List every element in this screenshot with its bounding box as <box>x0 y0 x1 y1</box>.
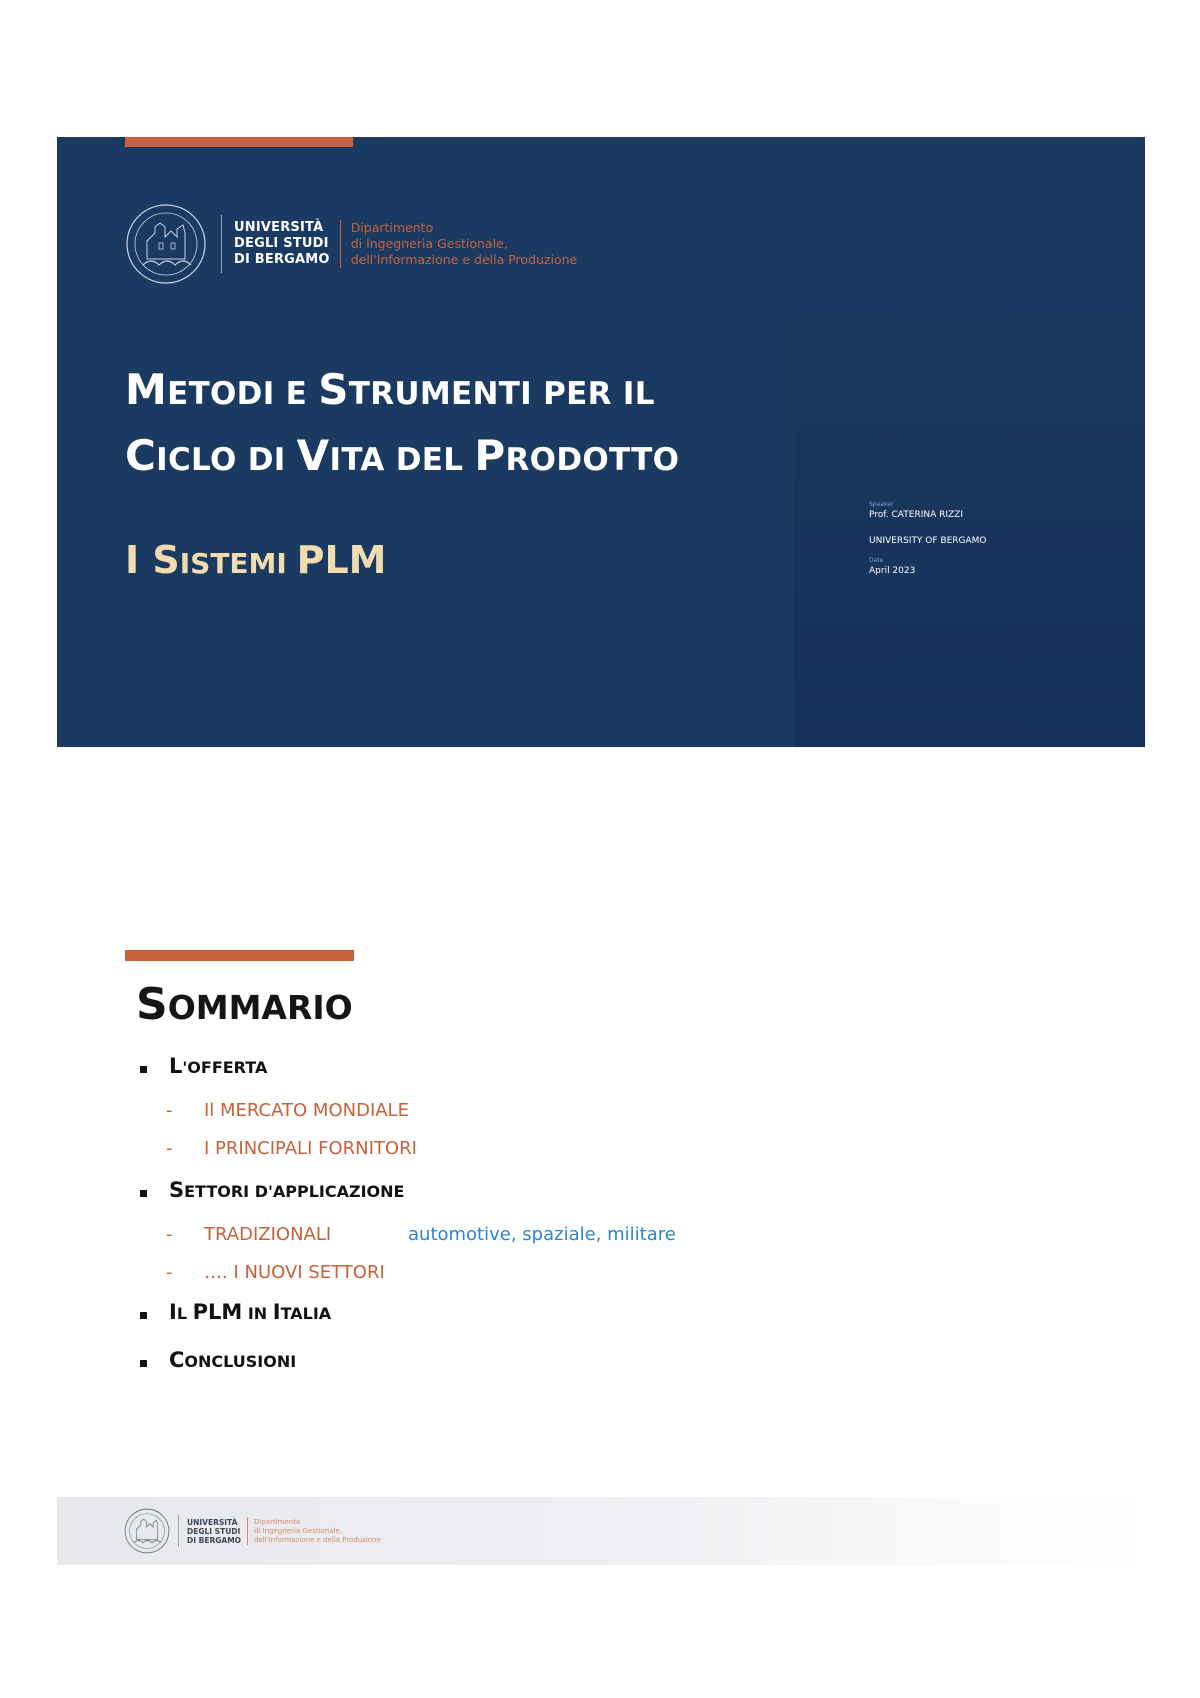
logo-divider <box>178 1515 179 1547</box>
toc-text: IN <box>242 1304 273 1323</box>
title-text: C <box>125 431 157 480</box>
university-line: DEGLI STUDI <box>234 236 329 251</box>
university-seal-icon <box>125 203 207 285</box>
university-line: UNIVERSITÀ <box>234 220 324 235</box>
department-name <box>254 1518 381 1545</box>
slide-subtitle <box>125 537 386 587</box>
title-text: ITA DEL <box>329 442 475 478</box>
toc-text: S <box>169 1178 185 1202</box>
dash-icon: - <box>166 1224 173 1245</box>
dash-icon: - <box>166 1100 173 1121</box>
title-text: V <box>296 431 330 480</box>
accent-bar <box>125 950 354 961</box>
university-line: DI BERGAMO <box>187 1535 242 1545</box>
toc-text: L <box>176 1304 193 1323</box>
toc-subitem-label: I PRINCIPALI FORNITORI <box>204 1138 417 1159</box>
bullet-square-icon <box>140 1066 147 1073</box>
affiliation: UNIVERSITY OF BERGAMO <box>869 536 987 546</box>
speaker-label: Speaker <box>869 501 894 508</box>
department-line: dell'Informazione e della Produzione <box>254 1535 381 1544</box>
footer-logo <box>124 1508 381 1554</box>
toc-subitem-label: Il MERCATO MONDIALE <box>204 1100 409 1121</box>
toc-text: I <box>272 1300 281 1324</box>
summary-title <box>136 978 353 1035</box>
title-slide <box>57 137 1145 747</box>
toc-text: 'OFFERTA <box>182 1058 268 1077</box>
university-name <box>234 220 330 268</box>
logo-divider <box>221 215 222 273</box>
summary-title-text: OMMARIO <box>167 988 353 1027</box>
toc-item-label <box>169 1178 404 1202</box>
toc-text: I <box>169 1300 177 1324</box>
title-line-2 <box>125 425 679 491</box>
title-text: ICLO DI <box>156 442 297 478</box>
slide-footer <box>57 1497 1145 1565</box>
title-text: TRUMENTI PER IL <box>348 376 655 412</box>
toc-text: PLM <box>192 1300 243 1324</box>
title-text: P <box>474 431 506 480</box>
title-line-1 <box>125 359 679 425</box>
bullet-square-icon <box>140 1190 147 1197</box>
department-line: di Ingegneria Gestionale, <box>350 236 508 251</box>
slide-shade-panel <box>794 137 1145 747</box>
date-label: Date <box>869 557 884 564</box>
bullet-square-icon <box>140 1312 147 1319</box>
subtitle-text: ISTEMI <box>179 547 297 580</box>
speaker-name: Prof. CATERINA RIZZI <box>869 510 963 520</box>
toc-item-label <box>169 1300 331 1324</box>
title-text: RODOTTO <box>505 442 680 478</box>
accent-bar <box>125 137 353 147</box>
toc-text: ONCLUSIONI <box>184 1352 297 1371</box>
logo-divider-accent <box>340 220 341 268</box>
title-text: ETODI E <box>167 376 319 412</box>
presentation-meta <box>869 501 987 591</box>
subtitle-text: I S <box>125 538 180 582</box>
toc-subitem-note: automotive, spaziale, militare <box>408 1224 676 1245</box>
toc-subitem-label: TRADIZIONALI <box>204 1224 332 1245</box>
department-name <box>351 220 578 268</box>
slide-title <box>125 359 679 491</box>
dash-icon: - <box>166 1262 173 1283</box>
bullet-square-icon <box>140 1360 147 1367</box>
summary-title-text: S <box>136 979 168 1030</box>
toc-text: TALIA <box>280 1304 332 1323</box>
university-name <box>187 1518 241 1545</box>
subtitle-text: PLM <box>296 538 387 582</box>
toc-subitem-label: …. I NUOVI SETTORI <box>204 1262 385 1283</box>
department-line: dell'Informazione e della Produzione <box>350 252 578 267</box>
toc-item-label <box>169 1054 267 1078</box>
university-line: UNIVERSITÀ <box>187 1517 238 1527</box>
university-line: DI BERGAMO <box>234 252 330 267</box>
university-logo <box>125 203 577 285</box>
department-line: di Ingegneria Gestionale, <box>254 1526 342 1535</box>
title-text: S <box>318 365 349 414</box>
presentation-date: April 2023 <box>869 566 916 576</box>
university-line: DEGLI STUDI <box>187 1526 241 1536</box>
toc-text: C <box>169 1348 185 1372</box>
toc-item-label <box>169 1348 296 1372</box>
logo-divider-accent <box>247 1517 248 1545</box>
university-seal-icon <box>124 1508 170 1554</box>
dash-icon: - <box>166 1138 173 1159</box>
department-line: Dipartimento <box>254 1517 301 1526</box>
toc-text: ETTORI D'APPLICAZIONE <box>184 1182 405 1201</box>
title-text: M <box>125 365 168 414</box>
department-line: Dipartimento <box>350 220 434 235</box>
toc-text: L <box>169 1054 183 1078</box>
